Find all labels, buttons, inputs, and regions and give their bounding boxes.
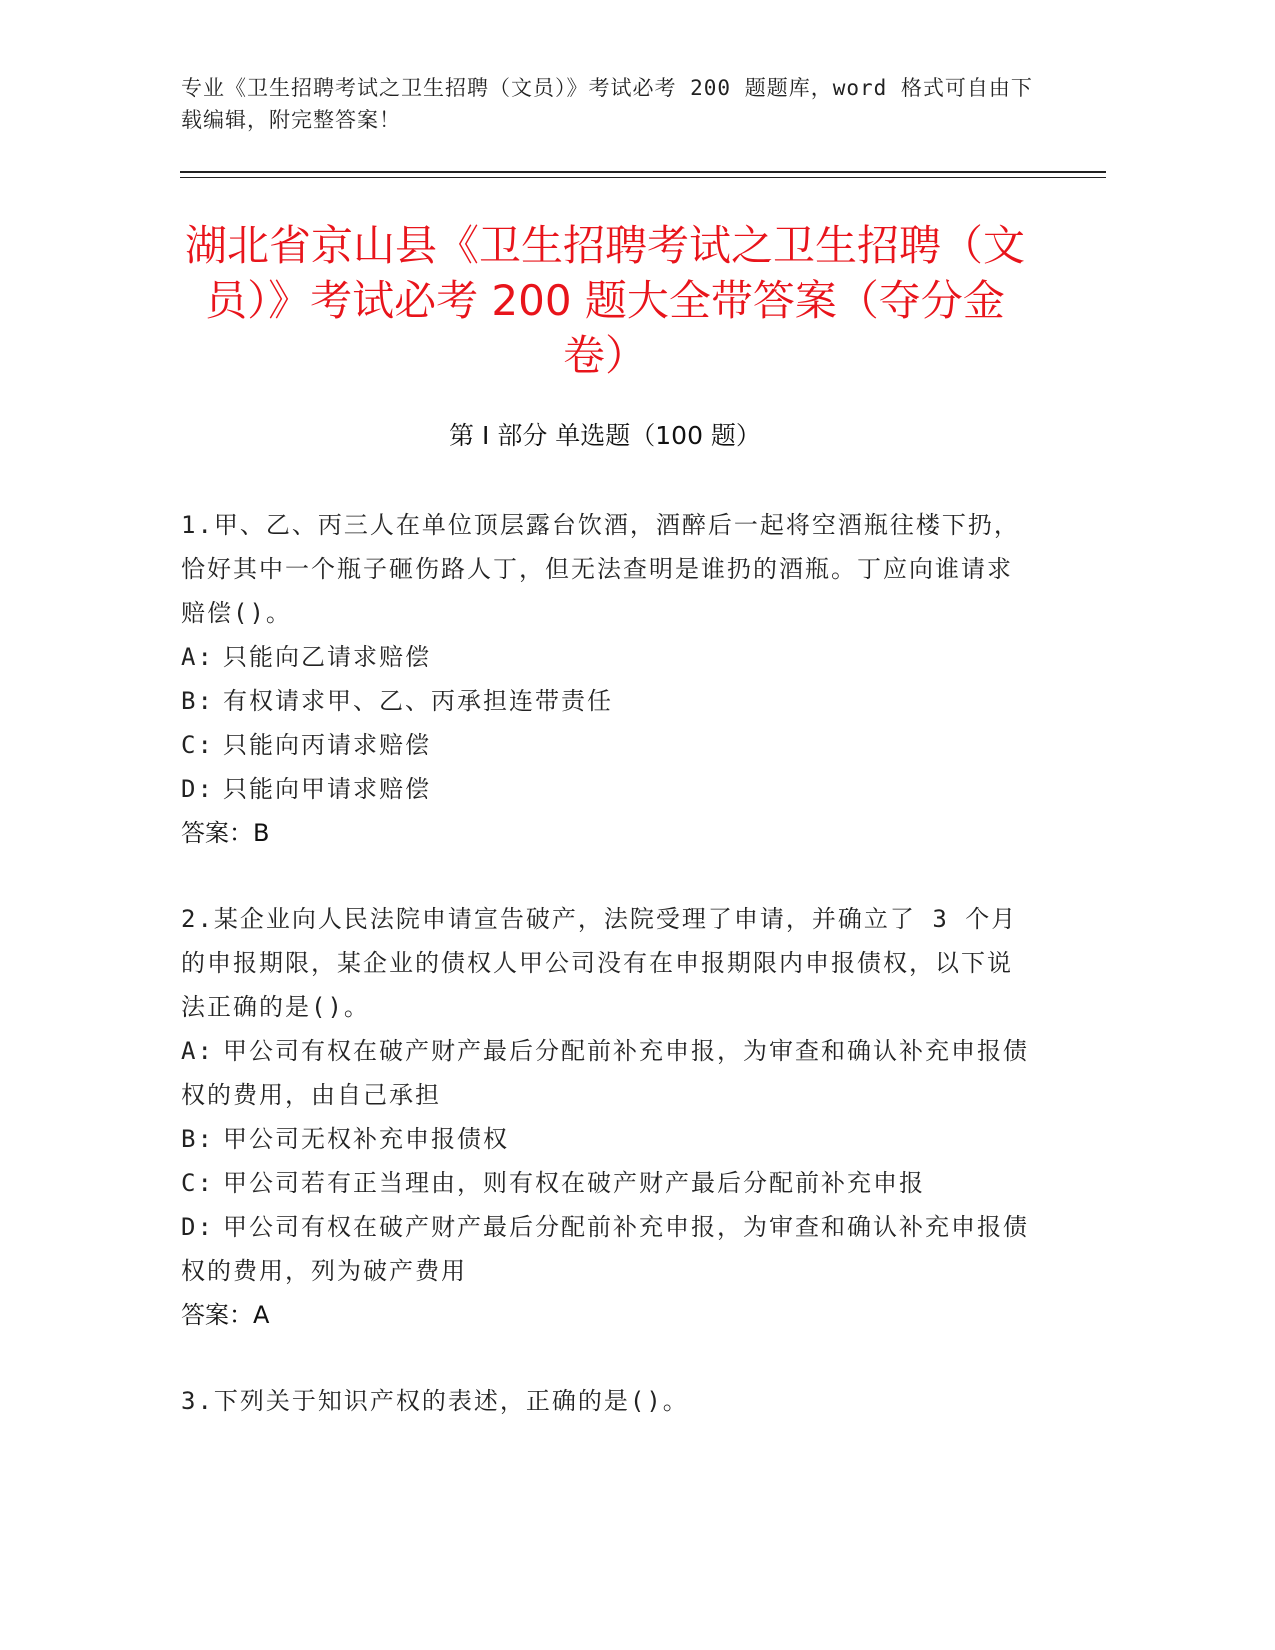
option-c [181,1161,1031,1205]
question-list [181,503,1031,1465]
question-item [181,503,1031,855]
option-letter: D: [181,775,214,803]
question-text: 1.甲、乙、丙三人在单位顶层露台饮酒，酒醉后一起将空酒瓶往楼下扔，恰好其中一个瓶子砸伤路人丁，但无法查明是谁扔的酒瓶。丁应向谁请求赔偿()。 [181,511,1020,627]
option-text: 有权请求甲、乙、丙承担连带责任 [223,687,613,715]
question-item [181,897,1031,1337]
option-text: 只能向丙请求赔偿 [223,731,431,759]
option-a [181,1029,1031,1117]
answer-text: 答案：A [181,1301,270,1329]
section-heading: 第 I 部分 单选题（100 题） [449,421,761,450]
document-title: 湖北省京山县《卫生招聘考试之卫生招聘（文员）》考试必考 200 题大全带答案（夺分金卷） [184,221,1025,380]
option-d [181,1205,1031,1293]
option-letter: C: [181,1169,214,1197]
option-a [181,635,1031,679]
option-text: 只能向甲请求赔偿 [223,775,431,803]
option-letter: C: [181,731,214,759]
question-text: 3.下列关于知识产权的表述，正确的是()。 [181,1387,689,1415]
option-text: 只能向乙请求赔偿 [223,643,431,671]
option-b [181,679,1031,723]
option-d [181,767,1031,811]
option-letter: A: [181,643,214,671]
header-divider-thin [180,177,1106,178]
option-text: 甲公司若有正当理由，则有权在破产财产最后分配前补充申报 [223,1169,925,1197]
question-item [181,1379,1031,1423]
option-text: 甲公司无权补充申报债权 [223,1125,509,1153]
option-text: 甲公司有权在破产财产最后分配前补充申报，为审查和确认补充申报债权的费用，列为破产费用 [181,1213,1029,1285]
header-divider-thick [180,171,1106,173]
option-letter: B: [181,687,214,715]
option-letter: B: [181,1125,214,1153]
question-text: 2.某企业向人民法院申请宣告破产，法院受理了申请，并确立了 3 个月的申报期限，某企业的债权人甲公司没有在申报期限内申报债权，以下说法正确的是()。 [181,905,1018,1021]
option-letter: A: [181,1037,214,1065]
option-c [181,723,1031,767]
option-letter: D: [181,1213,214,1241]
answer-text: 答案：B [181,819,270,847]
option-b [181,1117,1031,1161]
option-text: 甲公司有权在破产财产最后分配前补充申报，为审查和确认补充申报债权的费用，由自己承担 [181,1037,1029,1109]
intro-text: 专业《卫生招聘考试之卫生招聘（文员）》考试必考 200 题题库，word 格式可自由下载编辑，附完整答案！ [181,76,1033,132]
